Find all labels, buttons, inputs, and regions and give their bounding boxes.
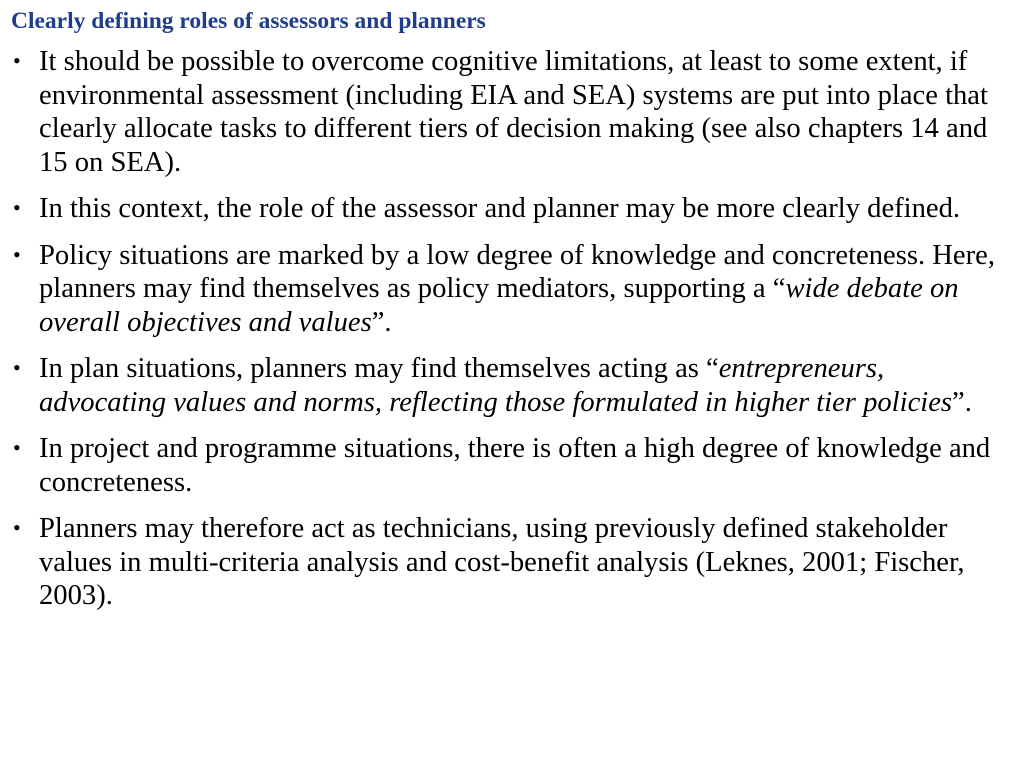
bullet-text: In project and programme situations, there is often a high degree of knowledge and concreteness.: [39, 433, 991, 498]
bullet-item: [11, 352, 1014, 419]
bullet-text-tail: ”.: [952, 386, 972, 418]
bullet-text-quote: wide debate on overall objectives and values: [39, 273, 959, 338]
bullet-list: [11, 45, 1014, 613]
bullet-item: [11, 192, 1014, 226]
bullet-item: [11, 239, 1014, 340]
bullet-dot-icon: •: [13, 355, 21, 380]
bullet-dot-icon: •: [13, 241, 21, 267]
slide-title: Clearly defining roles of assessors and planners: [11, 8, 486, 34]
bullet-item: [11, 432, 1014, 499]
bullet-item: [11, 45, 1014, 179]
bullet-text: In this context, the role of the assessor and planner may be more clearly defined.: [39, 193, 961, 224]
bullet-text-quote: entrepreneurs, advocating values and norms, reflecting those formulated in higher tier policies: [39, 353, 953, 418]
bullet-dot-icon: •: [13, 435, 21, 460]
bullet-dot-icon: •: [13, 48, 21, 73]
bullet-text-lead: Policy situations are marked by a low degree of knowledge and concreteness. Here, planners may find themselves as policy mediators, supporting a “: [39, 239, 995, 304]
bullet-dot-icon: •: [13, 515, 21, 540]
bullet-text-lead: In plan situations, planners may find themselves acting as “: [39, 353, 719, 384]
bullet-text: Planners may therefore act as technicians, using previously defined stakeholder values in multi-criteria analysis and cost-benefit analysis (Leknes, 2001; Fischer, 2003).: [39, 513, 965, 611]
bullet-dot-icon: •: [13, 195, 21, 220]
bullet-item: [11, 512, 1014, 613]
bullet-text: It should be possible to overcome cognitive limitations, at least to some extent, if environmental assessment (including EIA and SEA) systems are put into place that clearly allocate tasks to different tiers of decision making (see also chapters 14 and 15 on SEA).: [39, 46, 988, 178]
bullet-text-tail: ”.: [371, 306, 392, 338]
